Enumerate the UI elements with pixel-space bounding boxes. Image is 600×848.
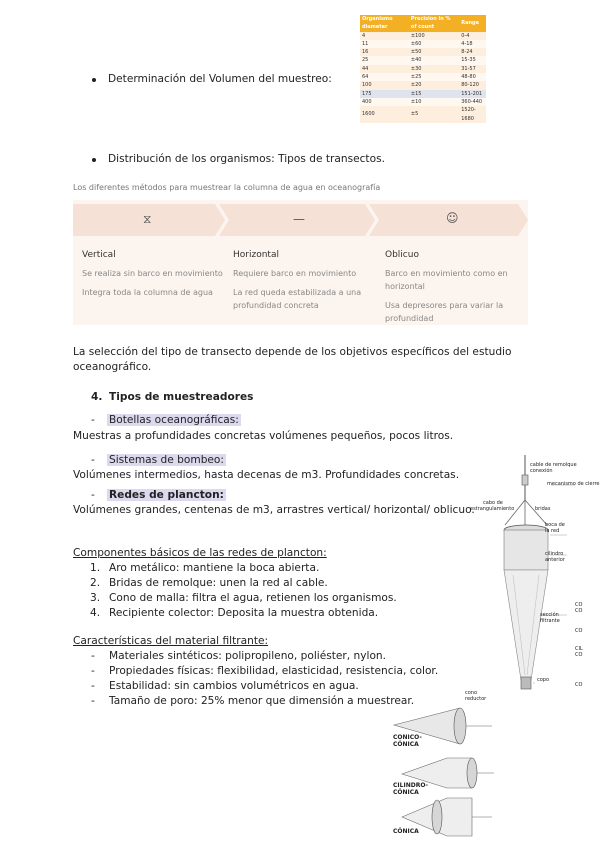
sampler-name: Sistemas de bombeo: — [109, 454, 224, 466]
dash: - — [91, 454, 95, 466]
material-heading: Características del material filtrante: — [73, 635, 269, 647]
figure-label: CO — [575, 608, 583, 614]
horizontal-line: Requiere barco en movimiento — [233, 269, 357, 278]
oblique-heading: Oblicuo — [385, 250, 419, 260]
distribution-bullet: Distribución de los organismos: Tipos de transectos. — [108, 153, 385, 165]
table-row: 1600 ±5 1520-1680 — [360, 106, 486, 123]
section-title: Tipos de muestreadores — [109, 391, 254, 403]
table-header-row — [360, 15, 486, 32]
figure-label: filtrante — [540, 618, 560, 624]
figure-label: reductor — [465, 696, 487, 702]
table-row: 44 ±30 31-57 — [360, 65, 486, 73]
oblique-line: Usa depresores para variar la — [385, 301, 504, 310]
figure-label: cabo de — [483, 500, 503, 506]
components-heading: Componentes básicos de las redes de plancton: — [73, 547, 327, 559]
figure-label: copo — [537, 677, 550, 683]
dash: - — [91, 650, 95, 662]
horizontal-line-icon: — — [293, 212, 305, 226]
table-row: 25 ±40 15-35 — [360, 56, 486, 64]
horizontal-line: La red queda estabilizada a una — [233, 288, 362, 297]
section-number: 4. — [91, 391, 103, 403]
oblique-line: horizontal — [385, 282, 425, 291]
net-type-label: CÓNICA — [393, 789, 419, 796]
oblique-line: Barco en movimiento como en — [385, 269, 508, 278]
dash: - — [91, 414, 95, 426]
net-type-label: CÓNICA — [393, 741, 419, 748]
transect-panel-title: Los diferentes métodos para muestrear la columna de agua en oceanografía — [73, 183, 381, 192]
selection-text: oceanográfico. — [73, 361, 152, 373]
net-type-label: CONICO- — [393, 734, 422, 741]
plankton-net-diagram — [455, 455, 600, 695]
horizontal-line: profundidad concreta — [233, 301, 319, 310]
figure-label: boca de — [545, 522, 565, 528]
sampler-desc: Volúmenes intermedios, hasta decenas de m3. Profundidades concretas. — [73, 469, 460, 481]
table-header: Range — [459, 15, 486, 32]
table-row: 175 ±15 151-201 — [360, 90, 486, 98]
table-row: 4 ±100 0-4 — [360, 32, 486, 40]
figure-label: CO — [575, 628, 583, 634]
figure-label: sección — [540, 612, 559, 618]
list-number: 3. — [90, 592, 101, 604]
sampler-desc: Muestras a profundidades concretas volúmenes pequeños, pocos litros. — [73, 430, 454, 442]
sampler-desc: Volúmenes grandes, centenas de m3, arrastres vertical/ horizontal/ oblicuo. — [73, 504, 475, 516]
figure-label: bridas — [535, 506, 551, 512]
bullet-dot — [92, 158, 96, 162]
horizontal-heading: Horizontal — [233, 250, 279, 260]
list-item: Bridas de remolque: unen la red al cable. — [109, 577, 328, 589]
list-item: Tamaño de poro: 25% menor que dimensión a muestrear. — [109, 695, 415, 707]
list-item: Propiedades físicas: flexibilidad, elasticidad, resistencia, color. — [109, 665, 439, 677]
figure-label: CO — [575, 682, 583, 688]
table-row: 11 ±60 4-18 — [360, 40, 486, 48]
figure-label: CO — [575, 602, 583, 608]
figure-label: CO — [575, 652, 583, 658]
face-icon: ☺ — [446, 211, 459, 225]
table-header: Organismo diameter — [360, 15, 409, 32]
table-header: Precision in % of count — [409, 15, 459, 32]
table-row: 400 ±10 360-440 — [360, 98, 486, 106]
list-number: 1. — [90, 562, 101, 574]
table-row: 100 ±20 80-120 — [360, 81, 486, 89]
figure-label: mecanismo de cierre — [547, 481, 600, 487]
list-number: 4. — [90, 607, 101, 619]
dash: - — [91, 695, 95, 707]
figure-label: anterior — [545, 557, 565, 563]
list-item: Materiales sintéticos: polipropileno, poliéster, nylon. — [109, 650, 387, 662]
dash: - — [91, 665, 95, 677]
net-type-label: CILINDRO- — [393, 782, 429, 789]
figure-label: la red — [545, 528, 560, 534]
list-number: 2. — [90, 577, 101, 589]
net-type-label: CÓNICA — [393, 828, 419, 835]
volume-bullet: Determinación del Volumen del muestreo: — [108, 73, 332, 85]
list-item: Cono de malla: filtra el agua, retienen los organismos. — [109, 592, 397, 604]
hourglass-icon: ⧖ — [143, 212, 152, 226]
table-row: 64 ±25 48-80 — [360, 73, 486, 81]
figure-label: conexión — [530, 468, 553, 474]
figure-label: cono — [465, 690, 478, 696]
figure-label: CIL — [575, 646, 583, 652]
oblique-line: profundidad — [385, 314, 434, 323]
vertical-line: Se realiza sin barco en movimiento — [82, 269, 223, 278]
vertical-line: Integra toda la columna de agua — [82, 288, 213, 297]
list-item: Recipiente colector: Deposita la muestra obtenida. — [109, 607, 379, 619]
list-item: Aro metálico: mantiene la boca abierta. — [109, 562, 320, 574]
dash: - — [91, 680, 95, 692]
sampler-name: Redes de plancton: — [109, 489, 224, 501]
list-item: Estabilidad: sin cambios volumétricos en agua. — [109, 680, 359, 692]
vertical-heading: Vertical — [82, 250, 116, 260]
plankton-precision-table — [360, 15, 486, 123]
figure-label: cilindro — [545, 551, 564, 557]
table-row: 16 ±50 8-24 — [360, 48, 486, 56]
dash: - — [91, 489, 95, 501]
bullet-dot — [92, 78, 96, 82]
figure-label: estrangulamiento — [470, 506, 515, 512]
sampler-name: Botellas oceanográficas: — [109, 414, 239, 426]
selection-text: La selección del tipo de transecto depende de los objetivos específicos del estudio — [73, 346, 512, 358]
figure-label: cable de remolque — [530, 462, 577, 468]
net-types-diagram — [392, 700, 502, 840]
